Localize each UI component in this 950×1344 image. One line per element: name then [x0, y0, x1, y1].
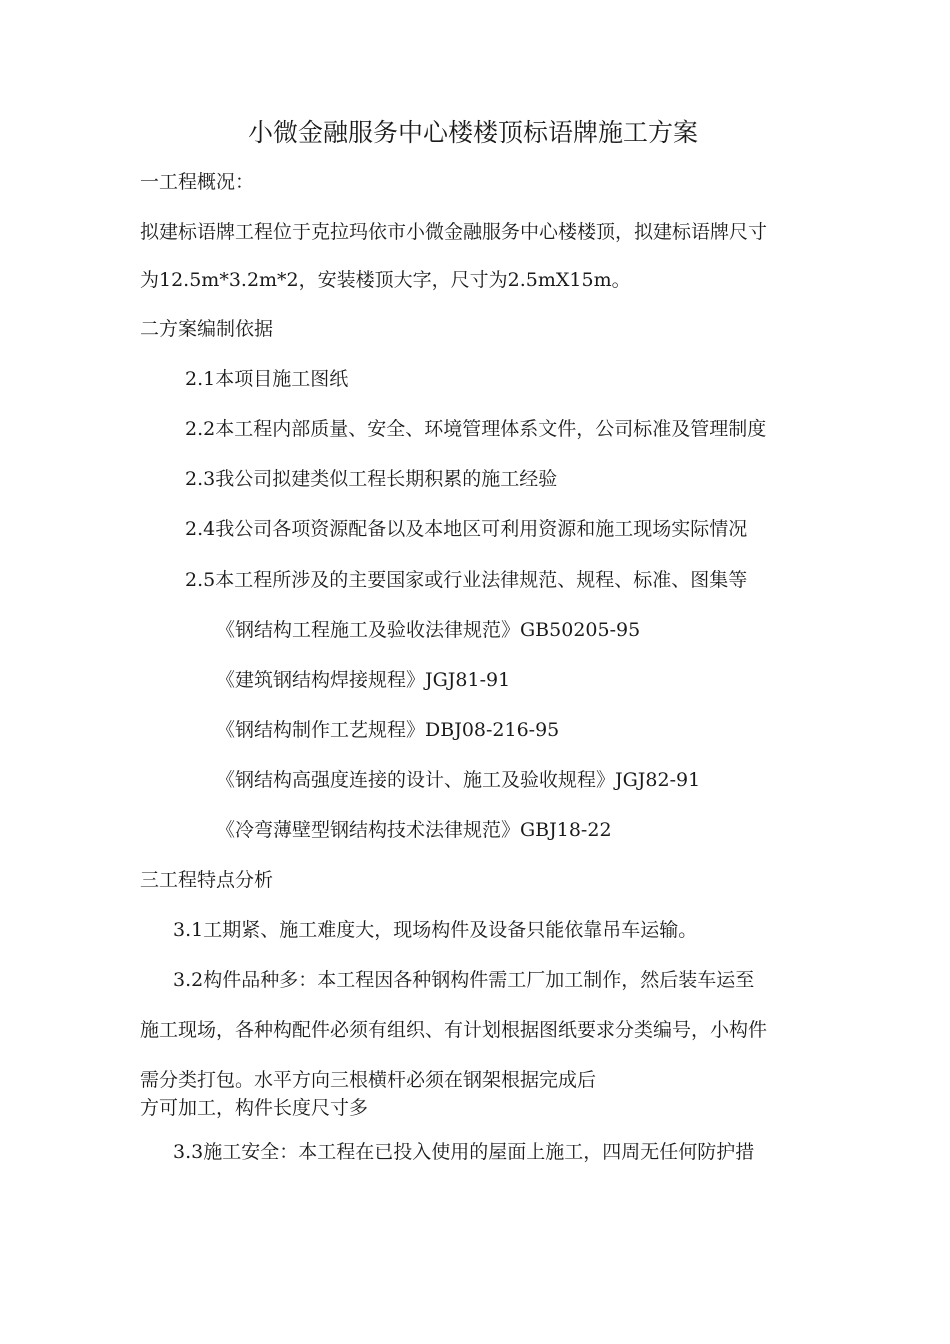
list-item: 2.1本项目施工图纸	[185, 368, 349, 390]
standard-item: 《钢结构制作工艺规程》DBJ08-216-95	[216, 719, 560, 741]
section-heading: 一工程概况：	[140, 171, 255, 193]
paragraph-line: 3.2构件品种多：本工程因各种钢构件需工厂加工制作，然后装车运至	[173, 969, 755, 991]
list-item: 2.4我公司各项资源配备以及本地区可利用资源和施工现场实际情况	[185, 518, 748, 540]
paragraph-line: 方可加工，构件长度尺寸多	[140, 1097, 369, 1119]
paragraph-line: 3.3施工安全：本工程在已投入使用的屋面上施工，四周无任何防护措	[173, 1141, 755, 1163]
list-item: 2.5本工程所涉及的主要国家或行业法律规范、规程、标准、图集等	[185, 569, 748, 591]
standard-item: 《钢结构工程施工及验收法律规范》GB50205-95	[216, 619, 641, 641]
paragraph-line: 为12.5m*3.2m*2，安装楼顶大字，尺寸为2.5mX15m。	[140, 269, 631, 291]
list-item: 2.2本工程内部质量、安全、环境管理体系文件，公司标准及管理制度	[185, 418, 767, 440]
section-heading: 二方案编制依据	[140, 318, 274, 340]
list-item: 2.3我公司拟建类似工程长期积累的施工经验	[185, 468, 558, 490]
paragraph-line: 3.1工期紧、施工难度大，现场构件及设备只能依靠吊车运输。	[173, 919, 698, 941]
standard-item: 《钢结构高强度连接的设计、施工及验收规程》JGJ82-91	[216, 769, 701, 791]
standard-item: 《建筑钢结构焊接规程》JGJ81-91	[216, 669, 511, 691]
paragraph-line: 施工现场，各种构配件必须有组织、有计划根据图纸要求分类编号，小构件	[140, 1019, 768, 1041]
standard-item: 《冷弯薄壁型钢结构技术法律规范》GBJ18-22	[216, 819, 612, 841]
section-heading: 三工程特点分析	[140, 869, 274, 891]
paragraph-line: 拟建标语牌工程位于克拉玛依市小微金融服务中心楼楼顶，拟建标语牌尺寸	[140, 221, 768, 243]
document-title: 小微金融服务中心楼楼顶标语牌施工方案	[248, 118, 699, 147]
paragraph-line: 需分类打包。水平方向三根横杆必须在钢架根据完成后	[140, 1069, 597, 1091]
